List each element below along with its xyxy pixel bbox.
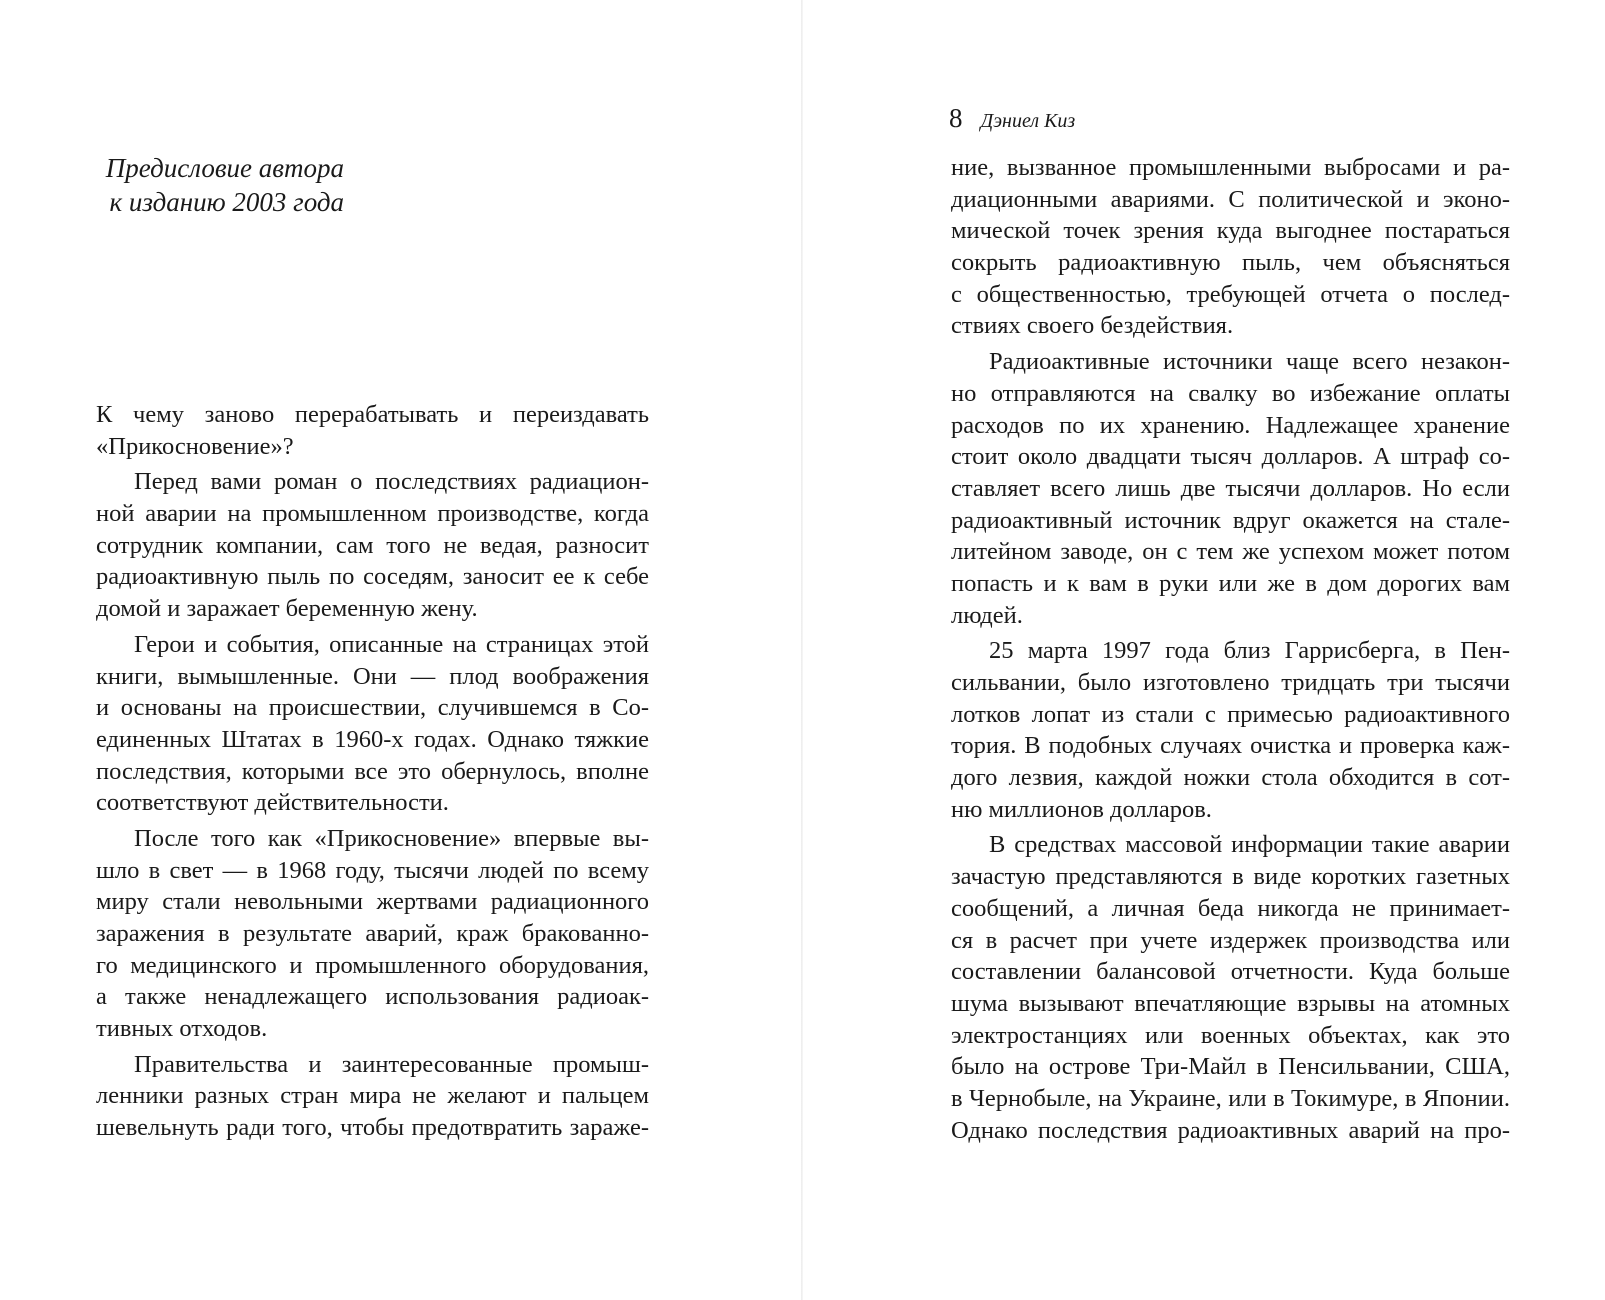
chapter-heading-line: к изданию 2003 года (109, 187, 344, 217)
text-line: ся в расчет при учете издержек производства или (951, 926, 1510, 954)
text-line: миру стали невольными жертвами радиационного (96, 888, 649, 916)
text-line: После того как «Прикосновение» впервые вы- (134, 824, 649, 852)
text-line: электростанциях или военных объектах, как это (951, 1021, 1510, 1049)
text-line: сотрудник компании, сам того не ведая, разносит (96, 531, 649, 559)
text-line: дого лезвия, каждой ножки стола обходится в сот- (951, 764, 1510, 792)
running-head-author: Дэниел Киз (980, 110, 1076, 132)
text-line: шевельнуть ради того, чтобы предотвратить зараже- (96, 1114, 649, 1142)
text-line: го медицинского и промышленного оборудования, (96, 951, 649, 979)
text-line: литейном заводе, он с тем же успехом может потом (951, 538, 1510, 566)
text-line: домой и заражает беременную жену. (96, 595, 478, 623)
text-line: Перед вами роман о последствиях радиацион- (134, 468, 649, 496)
text-line: Герои и события, описанные на страницах этой (134, 630, 649, 658)
text-line: и основаны на происшествии, случившемся в Со- (96, 694, 649, 722)
running-head (949, 103, 1075, 134)
text-line: ствиях своего бездействия. (951, 312, 1234, 340)
paragraph (951, 635, 1510, 825)
right-page (803, 0, 1605, 1300)
text-line: Радиоактивные источники чаще всего незакон- (989, 348, 1510, 376)
text-line: мической точек зрения куда выгоднее постараться (951, 217, 1510, 245)
text-line: тивных отходов. (96, 1015, 268, 1043)
text-line: «Прикосновение»? (96, 432, 294, 460)
text-line: соответствуют действительности. (96, 789, 449, 817)
text-line: людей. (951, 601, 1023, 629)
text-line: зачастую представляются в виде коротких газетных (951, 863, 1510, 891)
right-page-body (951, 152, 1510, 1146)
text-line: единенных Штатах в 1960-х годах. Однако тяжкие (96, 725, 649, 753)
page-number: 8 (949, 103, 963, 133)
text-line: ставляет всего лишь две тысячи долларов. Но если (951, 474, 1510, 502)
paragraph (951, 829, 1510, 1146)
text-line: заражения в результате аварий, краж бракованно- (96, 920, 649, 947)
paragraph (96, 823, 649, 1045)
text-line: стоит около двадцати тысяч долларов. А штраф со- (951, 443, 1510, 471)
text-line: было на острове Три-Майл в Пенсильвании, США, (951, 1053, 1510, 1081)
paragraph (96, 1049, 649, 1144)
text-line: лотков лопат из стали с примесью радиоактивного (951, 700, 1510, 728)
text-line: К чему заново перерабатывать и переиздавать (96, 401, 649, 428)
text-line: тория. В подобных случаях очистка и проверка каж- (951, 732, 1510, 760)
paragraph (96, 466, 649, 624)
text-line: шло в свет — в 1968 году, тысячи людей по всему (96, 856, 649, 884)
text-line: книги, вымышленные. Они — плод воображения (96, 662, 649, 690)
left-page-body (96, 399, 649, 1144)
text-line: сильвании, было изготовлено тридцать три тысячи (951, 669, 1510, 696)
paragraph (951, 152, 1510, 342)
chapter-heading-line: Предисловие автора (105, 153, 344, 183)
text-line: сокрыть радиоактивную пыль, чем объясняться (951, 249, 1510, 277)
text-line: а также ненадлежащего использования радиоак- (96, 983, 649, 1011)
text-line: В средствах массовой информации такие аварии (989, 831, 1510, 859)
text-line: Однако последствия радиоактивных аварий на про- (951, 1116, 1510, 1144)
paragraph (96, 629, 649, 819)
text-line: расходов по их хранению. Надлежащее хранение (951, 411, 1510, 439)
text-line: Правительства и заинтересованные промыш- (134, 1050, 649, 1078)
text-line: 25 марта 1997 года близ Гаррисберга, в Пен- (989, 637, 1510, 665)
text-line: последствия, которыми все это обернулось, вполне (96, 757, 649, 785)
text-line: с общественностью, требующей отчета о послед- (951, 280, 1510, 308)
text-line: ню миллионов долларов. (951, 795, 1212, 823)
paragraph (951, 346, 1510, 631)
text-line: шума вызывают впечатляющие взрывы на атомных (951, 989, 1510, 1017)
text-line: диационными авариями. С политической и эконо- (951, 185, 1510, 213)
text-line: ние, вызванное промышленными выбросами и ра- (951, 154, 1510, 181)
text-line: составлении балансовой отчетности. Куда больше (951, 958, 1510, 986)
text-line: попасть и к вам в руки или же в дом дорогих вам (951, 569, 1510, 597)
text-line: ленники разных стран мира не желают и пальцем (96, 1082, 649, 1110)
text-line: радиоактивную пыль по соседям, заносит ее к себе (96, 563, 649, 591)
text-line: радиоактивный источник вдруг окажется на стале- (951, 506, 1510, 534)
text-line: в Чернобыле, на Украине, или в Токимуре, в Японии. (951, 1084, 1510, 1112)
left-page (0, 0, 801, 1300)
paragraph (96, 399, 649, 462)
chapter-heading (0, 151, 344, 219)
text-line: но отправляются на свалку во избежание оплаты (951, 379, 1510, 407)
text-line: ной аварии на промышленном производстве, когда (96, 500, 649, 528)
text-line: сообщений, а личная беда никогда не принимает- (951, 894, 1510, 922)
